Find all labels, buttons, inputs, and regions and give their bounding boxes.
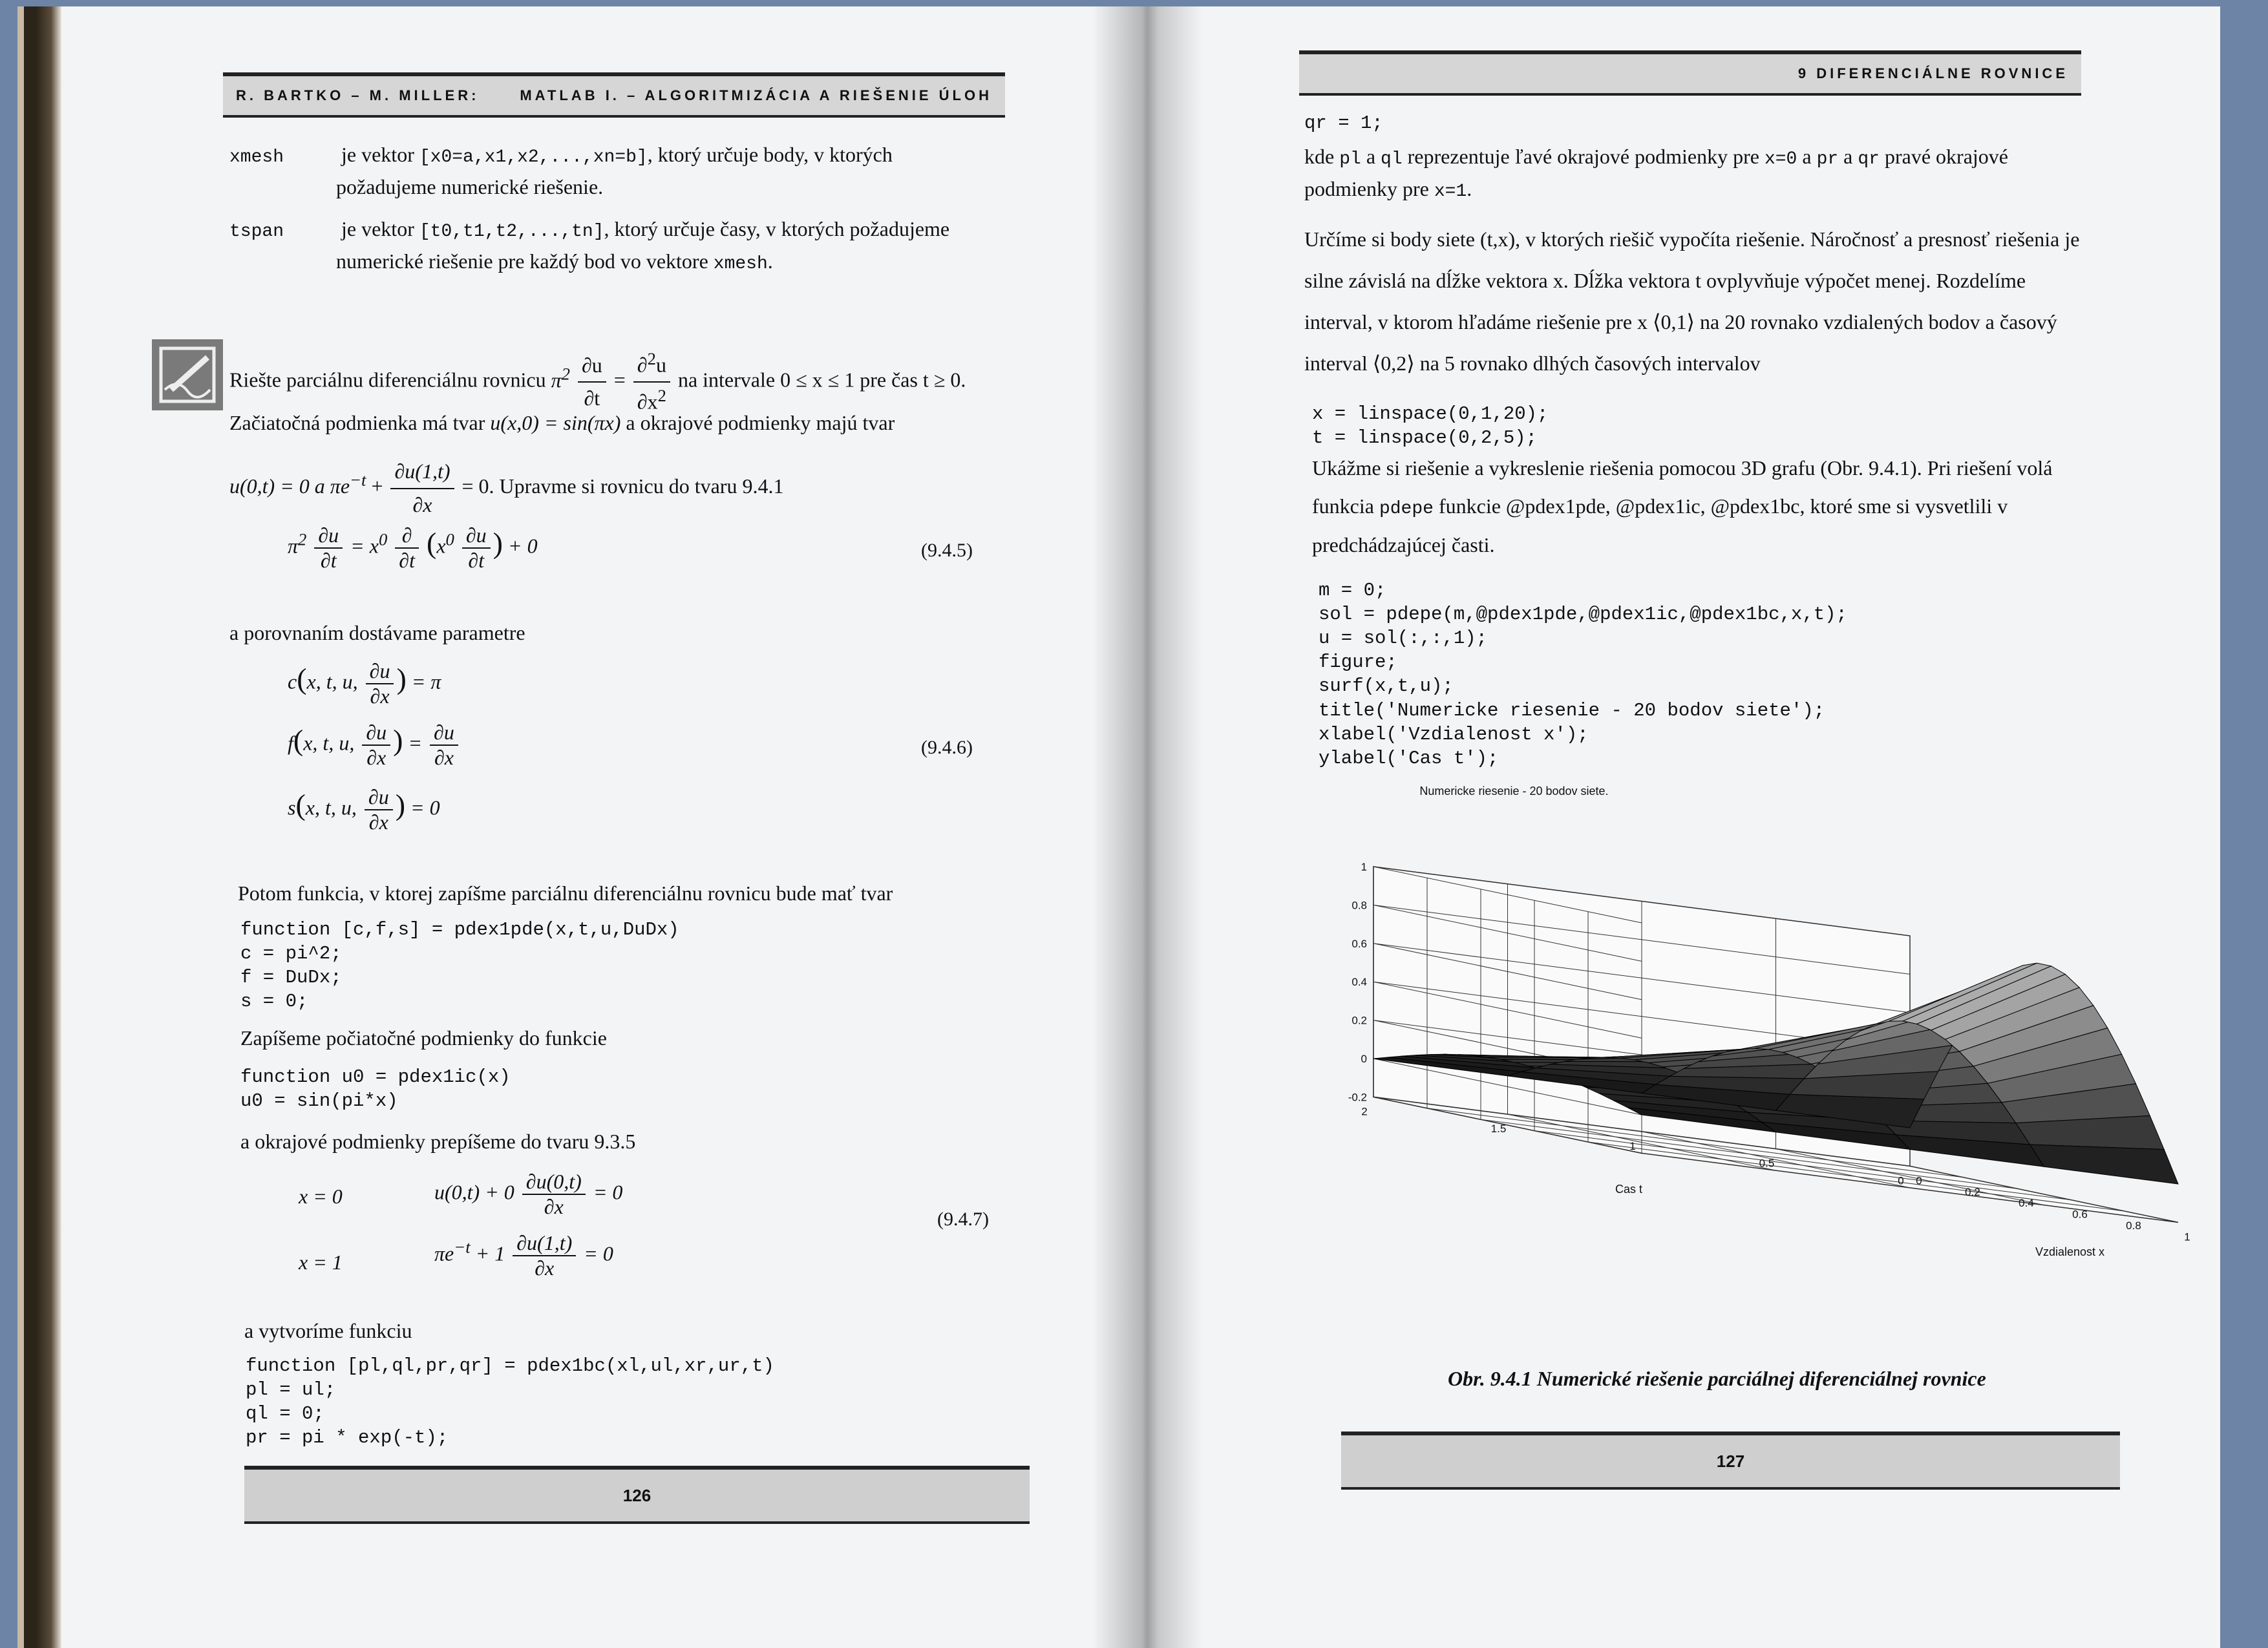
- right-header: [1299, 50, 2081, 96]
- vytvorime-text: a vytvoríme funkciu: [244, 1319, 412, 1342]
- task-frac-d2udx2: $\frac{\partial^2u}{\partial x^2}$: [633, 346, 670, 419]
- p1-b: a: [1366, 145, 1376, 168]
- p3-code-pdepe: pdepe: [1379, 499, 1434, 520]
- z-tick-label: 1: [1361, 861, 1367, 873]
- surface-plot: [1348, 776, 2190, 1338]
- p3-a: Ukážme si riešenie a vykreslenie riešenia pomocou 3D grafu (Obr. 9.4.1). Pri riešení volá funkcia: [1312, 456, 2053, 518]
- x-tick-label: 0.2: [1965, 1185, 1980, 1198]
- def-tspan-code: [t0,t1,t2,...,tn]: [419, 222, 604, 242]
- def-tspan-code2: xmesh: [713, 254, 768, 275]
- def-tspan-term: tspan: [229, 222, 284, 242]
- bc-x1-equation: $\pi e^{-t} + 1$ $\frac{\partial u(1,t)}{\partial x}$ = 0: [434, 1231, 613, 1280]
- x-tick-label: 1: [2184, 1231, 2190, 1243]
- upravme-text: . Upravme si rovnicu do tvaru 9.4.1: [489, 474, 784, 498]
- chart-title: Numericke riesenie - 20 bodov siete.: [1419, 785, 1609, 798]
- x-tick-label: 0.8: [2126, 1220, 2141, 1232]
- z-tick-label: 0.2: [1351, 1014, 1367, 1027]
- page-number-right: 127: [1716, 1451, 1745, 1471]
- page-stack-edge: [36, 6, 61, 1648]
- eq-946-number: (9.4.6): [921, 737, 973, 758]
- okrajove-text: a okrajové podmienky prepíšeme do tvaru 9.3.5: [240, 1130, 636, 1153]
- x-tick-label: 0: [1916, 1174, 1922, 1187]
- def-xmesh-text-b: , ktorý určuje body, v ktorých: [647, 143, 893, 166]
- header-book-title: MATLAB I. – ALGORITMIZÁCIA A RIEŠENIE ÚLOH: [520, 87, 992, 103]
- task-text: Riešte parciálnu diferenciálnu rovnicu: [229, 368, 546, 392]
- p1-c: reprezentuje ľavé okrajové podmienky pre: [1407, 145, 1759, 168]
- boundary-conditions: u(0,t) = 0 a $\pi e^{-t}$ + $\frac{\partial u(1,t)}{\partial x}$ = 0. Upravme si rovnicu do tvaru 9.4.1: [229, 456, 1005, 521]
- z-tick-label: -0.2: [1348, 1091, 1367, 1104]
- def-xmesh-text-a: je vektor: [341, 143, 414, 166]
- p1-a: kde: [1304, 145, 1335, 168]
- left-footer: [244, 1466, 1030, 1524]
- p3-b: funkcie @pdex1pde, @pdex1ic, @pdex1bc, ktoré sme si vysvetlili v predchádzajúcej časti.: [1312, 494, 2008, 556]
- p1-e: a: [1843, 145, 1853, 168]
- x-tick-label: 0.4: [2019, 1197, 2034, 1210]
- y-tick-label: 0.5: [1759, 1157, 1775, 1170]
- compare-text: a porovnaním dostávame parametre: [229, 621, 525, 644]
- code-linspace: x = linspace(0,1,20); t = linspace(0,2,5);: [1312, 403, 1549, 449]
- code-solve-plot: m = 0; sol = pdepe(m,@pdex1pde,@pdex1ic,@pdex1bc,x,t); u = sol(:,:,1); figure; surf(x,t,u); title('Numericke riesenie - 20 bodov siete'); xlabel('Vzdialenost x'); ylabel('Cas t');: [1319, 580, 1847, 769]
- def-tspan-text-a: je vektor: [341, 217, 414, 240]
- task-statement: Riešte parciálnu diferenciálnu rovnicu $\pi^2$ $\frac{\partial u}{\partial t}$ = $\frac{\partial^2u}{\partial x^2}$ na intervale 0 ≤ x ≤ 1 pre čas t ≥ 0.: [229, 346, 1005, 419]
- bc-x0-label: x = 0: [299, 1185, 343, 1208]
- p1-code-qr: qr: [1858, 149, 1880, 169]
- surface-chart-svg: [1348, 776, 2190, 1338]
- def-tspan: tspan je vektor [t0,t1,t2,...,tn], ktorý určuje časy, v ktorých požadujeme numerické riešenie pre každý bod vo vektore xmesh.: [229, 217, 950, 275]
- book-gutter: [1092, 6, 1202, 1648]
- equation-945: $\pi^2$ $\frac{\partial u}{\partial t}$ = $x^0$ $\frac{\partial}{\partial t}$ ($x^0$ $\frac{\partial u}{\partial t}$ ) + 0: [288, 523, 538, 572]
- exercise-pencil-icon: [152, 339, 223, 410]
- y-tick-label: 0: [1898, 1174, 1904, 1187]
- paragraph-mesh: Určíme si body siete (t,x), v ktorých riešič vypočíta riešenie. Náročnosť a presnosť riešenia je silne závislá na dĺžke vektora x. Dĺžka vektora t ovplyvňuje výpočet menej. Rozdelíme interval, v ktorom hľadáme riešenie pre x ⟨0,1⟩ na 20 rovnako vzdialených bodov a časový interval ⟨0,2⟩ na 5 rovnako dlhých časových intervalov: [1304, 227, 2080, 375]
- figure-caption: Obr. 9.4.1 Numerické riešenie parciálnej diferenciálnej rovnice: [1448, 1367, 1986, 1390]
- page-number-left: 126: [622, 1485, 652, 1505]
- right-footer: [1341, 1431, 2120, 1490]
- y-tick-label: 2: [1361, 1105, 1368, 1118]
- x-tick-label: 0.6: [2072, 1208, 2088, 1221]
- code-qr: qr = 1;: [1304, 112, 1383, 134]
- left-header: [223, 72, 1005, 118]
- y-tick-label: 1: [1629, 1139, 1636, 1152]
- header-chapter-title: 9 DIFERENCIÁLNE ROVNICE: [1797, 65, 2068, 81]
- p1-code-x0: x=0: [1764, 149, 1797, 169]
- code-pdex1pde: function [c,f,s] = pdex1pde(x,t,u,DuDx) c = pi^2; f = DuDx; s = 0;: [240, 919, 679, 1013]
- y-tick-label: 1.5: [1490, 1123, 1507, 1136]
- header-authors: R. BARTKO – M. MILLER:: [236, 87, 480, 103]
- code-pdex1ic: function u0 = pdex1ic(x) u0 = sin(pi*x): [240, 1066, 511, 1112]
- def-xmesh-code: [x0=a,x1,x2,...,xn=b]: [419, 147, 648, 167]
- z-tick-label: 0.6: [1351, 937, 1367, 950]
- p1-code-pr: pr: [1816, 149, 1839, 169]
- initial-condition: [229, 407, 1005, 439]
- equation-946-c: c(x, t, u, $\frac{\partial u}{\partial x}$ ) = π: [288, 659, 441, 708]
- p1-code-pl: pl: [1339, 149, 1361, 169]
- potom-text: Potom funkcia, v ktorej zapíšme parciálnu diferenciálnu rovnicu bude mať tvar: [238, 882, 893, 905]
- boundary-text: a okrajové podmienky majú tvar: [626, 411, 895, 434]
- paragraph-boundary-desc: kde pl a ql reprezentuje ľavé okrajové podmienky pre x=0 a pr a qr pravé okrajové podmienky pre x=1.: [1304, 145, 2008, 202]
- task-interval: na intervale 0 ≤ x ≤ 1 pre čas t ≥ 0.: [677, 368, 966, 392]
- def-tspan-text-c: numerické riešenie pre každý bod vo vektore: [336, 249, 708, 273]
- initial-eq: u(x,0) = sin(πx): [490, 411, 621, 434]
- p1-f: pravé okrajové podmienky pre: [1304, 145, 2008, 201]
- code-pdex1bc: function [pl,ql,pr,qr] = pdex1bc(xl,ul,xr,ur,t) pl = ul; ql = 0; pr = pi * exp(-t);: [246, 1355, 774, 1449]
- z-tick-label: 0.4: [1351, 976, 1367, 989]
- bc-x0-equation: u(0,t) + 0 $\frac{\partial u(0,t)}{\partial x}$ = 0: [434, 1170, 623, 1218]
- task-frac-dudt: $\frac{\partial u}{\partial t}$: [578, 350, 606, 415]
- z-tick-label: 0: [1361, 1053, 1367, 1065]
- initial-text: Začiatočná podmienka má tvar: [229, 411, 485, 434]
- p1-code-x1: x=1: [1434, 182, 1467, 202]
- paragraph-plot: [1312, 449, 2084, 564]
- def-xmesh: [229, 139, 1005, 204]
- p1-code-ql: ql: [1381, 149, 1403, 169]
- zapiseme-text: Zapíšeme počiatočné podmienky do funkcie: [240, 1026, 607, 1050]
- boundary-eq-a: u(0,t) = 0 a πe: [229, 474, 350, 498]
- p1-d: a: [1802, 145, 1812, 168]
- z-tick-label: 0.8: [1351, 899, 1367, 912]
- def-tspan-text-b: , ktorý určuje časy, v ktorých požadujeme: [604, 217, 950, 240]
- x-axis-label: Vzdialenost x: [2035, 1245, 2105, 1258]
- eq-947-number: (9.4.7): [937, 1209, 989, 1230]
- y-axis-label: Cas t: [1615, 1182, 1643, 1196]
- eq-945-number: (9.4.5): [921, 540, 973, 561]
- equation-946-s: s(x, t, u, $\frac{\partial u}{\partial x}$ ) = 0: [288, 785, 440, 834]
- def-xmesh-text-c: požadujeme numerické riešenie.: [336, 175, 604, 199]
- def-xmesh-term: xmesh: [229, 147, 284, 167]
- bc-x1-label: x = 1: [299, 1251, 343, 1274]
- equation-946-f: f(x, t, u, $\frac{\partial u}{\partial x}$ ) = $\frac{\partial u}{\partial x}$: [288, 721, 461, 770]
